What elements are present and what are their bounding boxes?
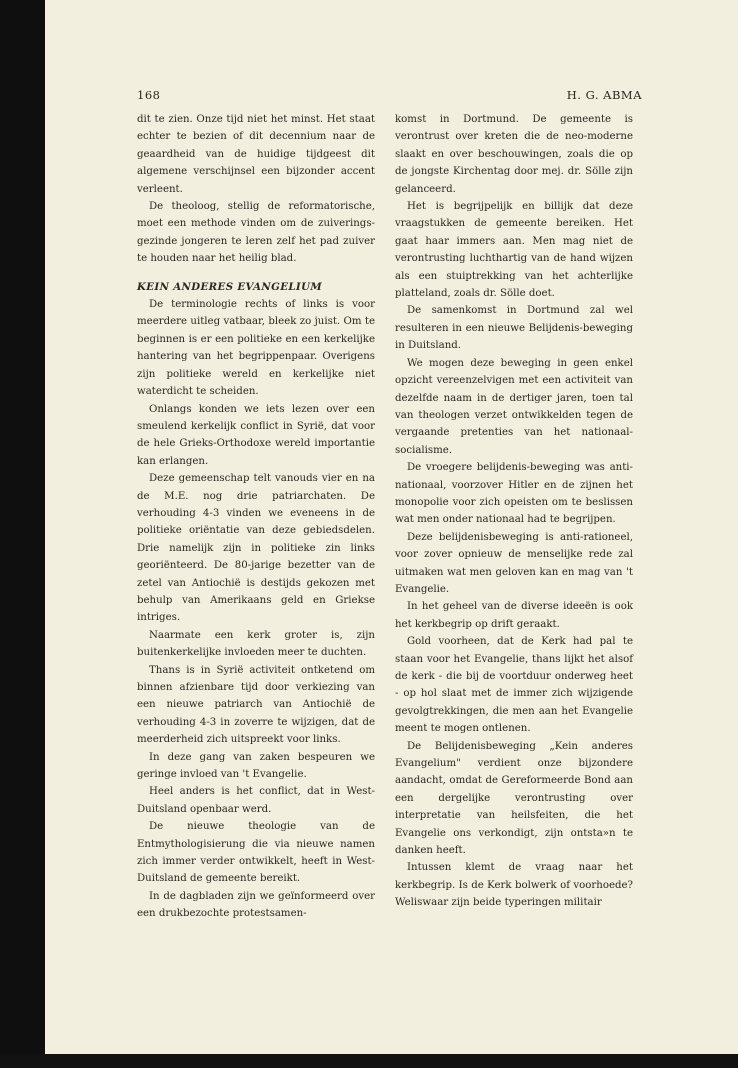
- running-head: H. G. ABMA: [566, 88, 642, 102]
- left-paragraph-10: De nieuwe theologie van de Entmythologisierung die via nieuwe namen zich immer verder ontwikkelt, heeft in West-Duitsland de gemeente bereikt.: [137, 821, 375, 885]
- left-paragraph-9: Heel anders is het conflict, dat in West-Duitsland openbaar werd.: [137, 786, 375, 815]
- left-paragraph-4: Onlangs konden we iets lezen over een smeulend kerkelijk conflict in Syrië, dat voor de hele Grieks-Orthodoxe wereld importantie kan erlangen.: [137, 403, 375, 467]
- left-paragraph-6: Naarmate een kerk groter is, zijn buitenkerkelijke invloeden meer te duchten.: [137, 629, 375, 659]
- right-paragraph-7: In het geheel van de diverse ideeën is ook het kerkbegrip op drift geraakt.: [395, 601, 633, 630]
- right-paragraph-5: De vroegere belijdenis-beweging was anti-nationaal, voorzover Hitler en de zijnen het monopolie voor zich opeisten om te beslissen wat men onder nationaal had te begrijpen.: [395, 462, 633, 526]
- left-paragraph-2: De theoloog, stellig de reformatorische, moet een methode vinden om de zuiverings-gezinde jongeren te leren zelf het pad zuiver te houden naar het heilig blad.: [137, 201, 375, 265]
- page-number: 168: [137, 88, 161, 102]
- right-paragraph-9: De Belijdenisbeweging „Kein anderes Evangelium" verdient onze bijzondere aandacht, omdat de Gereformeerde Bond aan een dergelijke verontrusting over interpretatie van heilsfeiten, die het Evangelie ons verkondigt, zijn ontsta»n te danken heeft.: [395, 740, 633, 857]
- right-paragraph-3: De samenkomst in Dortmund zal wel resulteren in een nieuwe Belijdenis-beweging in Duitsland.: [395, 305, 633, 352]
- right-paragraph-2: Het is begrijpelijk en billijk dat deze vraagstukken de gemeente bereiken. Het gaat haar immers aan. Men mag niet de verontrusting luchthartig van de hand wijzen als een stuiptrekking van het achterlijke platteland, zoals dr. Sölle doet.: [395, 201, 633, 300]
- right-column: [395, 111, 633, 912]
- left-paragraph-7: Thans is in Syrië activiteit ontketend om binnen afzienbare tijd door verkiezing van een nieuwe patriarch van Antiochië de verhouding 4-3 in zoverre te wijzigen, dat de meerderheid zich uitspreekt voor links.: [137, 664, 375, 746]
- left-column: [137, 111, 375, 923]
- right-paragraph-10: Intussen klemt de vraag naar het kerkbegrip. Is de Kerk bolwerk of voorhoede? Weliswaar zijn beide typeringen militair: [395, 862, 633, 909]
- scan-left-edge: [0, 0, 45, 1068]
- right-paragraph-4: We mogen deze beweging in geen enkel opzicht vereenzelvigen met een activiteit van dezelfde naam in de dertiger jaren, toen tal van theologen verzet ontwikkelden tegen de vergaande pretenties van het nationaal-socialisme.: [395, 357, 633, 456]
- right-paragraph-6: Deze belijdenisbeweging is anti-rationeel, voor zover opnieuw de menselijke rede zal uitmaken wat men geloven kan en mag van 't Evangelie.: [395, 531, 633, 595]
- left-paragraph-11: In de dagbladen zijn we geïnformeerd over een drukbezochte protestsamen-: [137, 890, 375, 920]
- scan-bottom-edge: [0, 1054, 738, 1068]
- right-paragraph-8: Gold voorheen, dat de Kerk had pal te staan voor het Evangelie, thans lijkt het alsof de kerk - die bij de voortduur onderweg heet - op hol slaat met de immer zich wijzigende gevolgtrekkingen, die men aan het Evangelie meent te mogen ontlenen.: [395, 636, 633, 735]
- section-heading: KEIN ANDERES EVANGELIUM: [137, 280, 323, 293]
- left-paragraph-8: In deze gang van zaken bespeuren we geringe invloed van 't Evangelie.: [137, 751, 375, 781]
- left-paragraph-5: Deze gemeenschap telt vanouds vier en na de M.E. nog drie patriarchaten. De verhouding 4-3 vinden we eveneens in de politieke oriëntatie van deze gebiedsdelen. Drie namelijk zijn in politieke zin links georiënteerd. De 80-jarige bezetter van de zetel van Antiochië is destijds gekozen met behulp van Amerikaans geld en Griekse intriges.: [137, 473, 375, 624]
- right-paragraph-1: komst in Dortmund. De gemeente is verontrust over kreten die de neo-moderne slaakt en over beschouwingen, zoals die op de jongste Kirchentag door mej. dr. Sölle zijn gelanceerd.: [395, 114, 633, 195]
- left-paragraph-1: dit te zien. Onze tijd niet het minst. Het staat echter te bezien of dit decennium naar de geaardheid van de huidige tijdgeest dit algemene verschijnsel een bijzonder accent verleent.: [137, 114, 375, 195]
- left-paragraph-3: De terminologie rechts of links is voor meerdere uitleg vatbaar, bleek zo juist. Om te beginnen is er een politieke en een kerkelijke hantering van het begrippenpaar. Overigens zijn politieke wereld en kerkelijke niet waterdicht te scheiden.: [137, 299, 375, 398]
